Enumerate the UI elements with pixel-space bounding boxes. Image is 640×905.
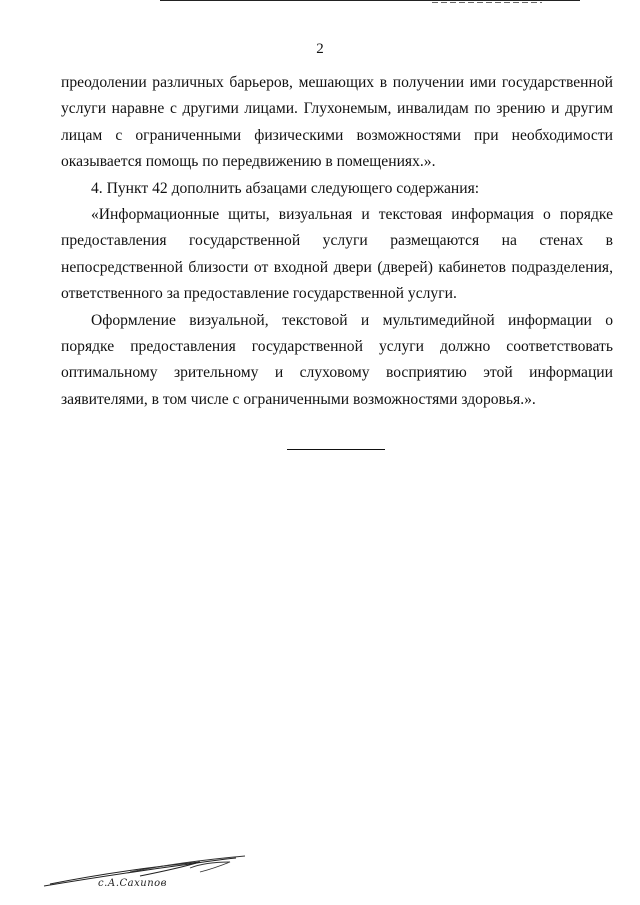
closing-divider bbox=[287, 449, 385, 450]
top-edge-dashed-line bbox=[432, 2, 542, 3]
paragraph-continuation: преодолении различных барьеров, мешающих в получении ими государственной услуги наравне с другими лицами. Глухонемым, инвалидам по зрению и другим лицам с ограниченными физическими возможностями при необходимости оказывается помощь по передвижению в помещениях.». bbox=[61, 74, 613, 171]
paragraph-info-design: Оформление визуальной, текстовой и мультимедийной информации о порядке предоставления государственной услуги должно соответствовать оптимальному зрительному и слуховому восприятию этой информации заявителями, в том числе с ограниченными возможностями здоровья.». bbox=[61, 311, 613, 408]
paragraph-info-boards: «Информационные щиты, визуальная и текстовая информация о порядке предоставления государственной услуги размещаются на стенах в непосредственной близости от входной двери (дверей) кабинетов подразделения, ответственного за предоставление государственной услуги. bbox=[61, 206, 613, 303]
signature bbox=[40, 850, 260, 895]
paragraph-item-4: 4. Пункт 42 дополнить абзацами следующего содержания: bbox=[91, 179, 480, 197]
signature-caption: с.А.Сахипов bbox=[98, 878, 168, 889]
top-edge-line bbox=[160, 0, 580, 1]
document-body bbox=[61, 70, 613, 413]
page-number: 2 bbox=[316, 41, 324, 57]
